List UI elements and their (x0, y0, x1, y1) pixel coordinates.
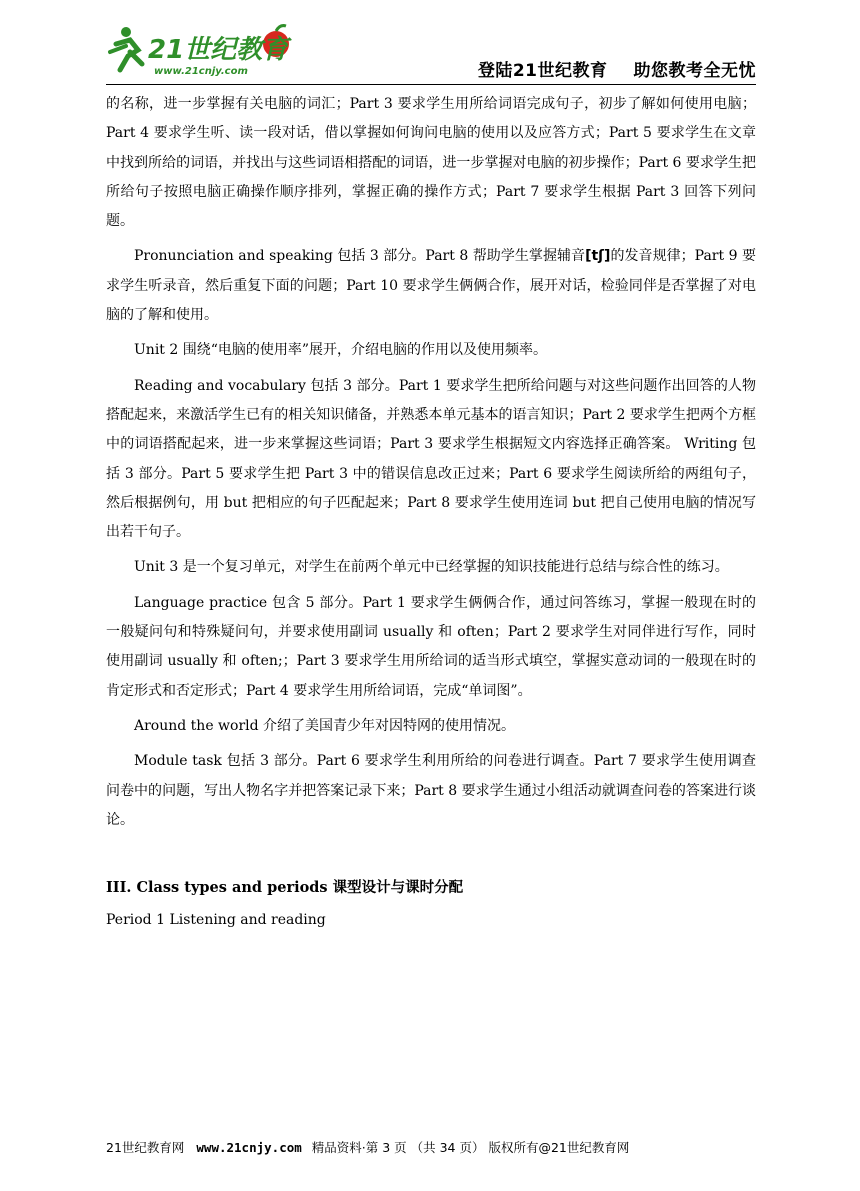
paragraph-around-world: Around the world 介绍了美国青少年对因特网的使用情况。 (134, 717, 516, 734)
footer-site: 21世纪教育网 (106, 1140, 185, 1155)
slogan-left: 登陆21世纪教育 (477, 61, 608, 81)
header-divider (106, 84, 756, 85)
paragraph-module-task: Module task 包括 3 部分。Part 6 要求学生利用所给的问卷进行调查。Part 7 要求学生使用调查问卷中的问题，写出人物名字并把答案记录下来；Part 8 要求学生通过小组活动就调查问卷的答案进行谈论。 (106, 753, 756, 828)
slogan-right: 助您教考全无忧 (633, 61, 756, 81)
section-heading: III. Class types and periods 课型设计与课时分配 (106, 879, 464, 897)
page-footer (106, 1138, 756, 1156)
logo-text: 21世纪教育 (148, 35, 289, 65)
page-header (106, 22, 756, 86)
paragraph-unit1-parts: 的名称，进一步掌握有关电脑的词汇；Part 3 要求学生用所给词语完成句子，初步了解如何使用电脑；Part 4 要求学生听、读一段对话，借以掌握如何询问电脑的使用以及应答方式；Part 5 要求学生在文章中找到所给的词语，并找出与这些词语相搭配的词语，进一步掌握对电脑的初步操作；Part 6 要求学生把所给句子按照电脑正确操作顺序排列，掌握正确的操作方式；Part 7 要求学生根据 Part 3 回答下列问题。 (106, 96, 756, 230)
paragraph-unit2-intro: Unit 2 围绕“电脑的使用率”展开，介绍电脑的作用以及使用频率。 (134, 342, 548, 359)
header-slogan (478, 56, 756, 81)
phonetic-symbol: [tʃ] (585, 248, 611, 265)
logo-url: www.21cnjy.com (154, 66, 248, 77)
paragraph-pronunciation: Pronunciation and speaking 包括 3 部分。Part 8 帮助学生掌握辅音[tʃ]的发音规律；Part 9 要求学生听录音，然后重复下面的问题；Part 10 要求学生俩俩合作，展开对话，检验同伴是否掌握了对电脑的了解和使用。 (106, 248, 756, 324)
paragraph-reading-writing: Reading and vocabulary 包括 3 部分。Part 1 要求学生把所给问题与对这些问题作出回答的人物搭配起来，来激活学生已有的相关知识储备，并熟悉本单元基本的语言知识；Part 2 要求学生把两个方框中的词语搭配起来，进一步来掌握这些词语；Part 3 要求学生根据短文内容选择正确答案。 Writing 包括 3 部分。Part 5 要求学生把 Part 3 中的错误信息改正过来；Part 6 要求学生阅读所给的两组句子，然后根据例句，用 but 把相应的句子匹配起来；Part 8 要求学生使用连词 but 把自己使用电脑的情况写出若干句子。 (106, 377, 756, 541)
paragraph-language-practice: Language practice 包含 5 部分。Part 1 要求学生俩俩合作，通过问答练习，掌握一般现在时的一般疑问句和特殊疑问句，并要求使用副词 usually 和 often；Part 2 要求学生对同伴进行写作，同时使用副词 usually 和 often;；Part 3 要求学生用所给词的适当形式填空，掌握实意动词的一般现在时的肯定形式和否定形式；Part 4 要求学生用所给词语，完成“单词图”。 (106, 594, 756, 699)
footer-page-info: 精品资料·第 3 页 （共 34 页） 版权所有@21世纪教育网 (311, 1140, 630, 1155)
site-logo (106, 22, 306, 82)
footer-url[interactable]: www.21cnjy.com (196, 1140, 302, 1155)
period-line: Period 1 Listening and reading (106, 912, 326, 929)
document-body (106, 90, 756, 935)
paragraph-unit3-intro: Unit 3 是一个复习单元，对学生在前两个单元中已经掌握的知识技能进行总结与综合性的练习。 (134, 559, 729, 576)
